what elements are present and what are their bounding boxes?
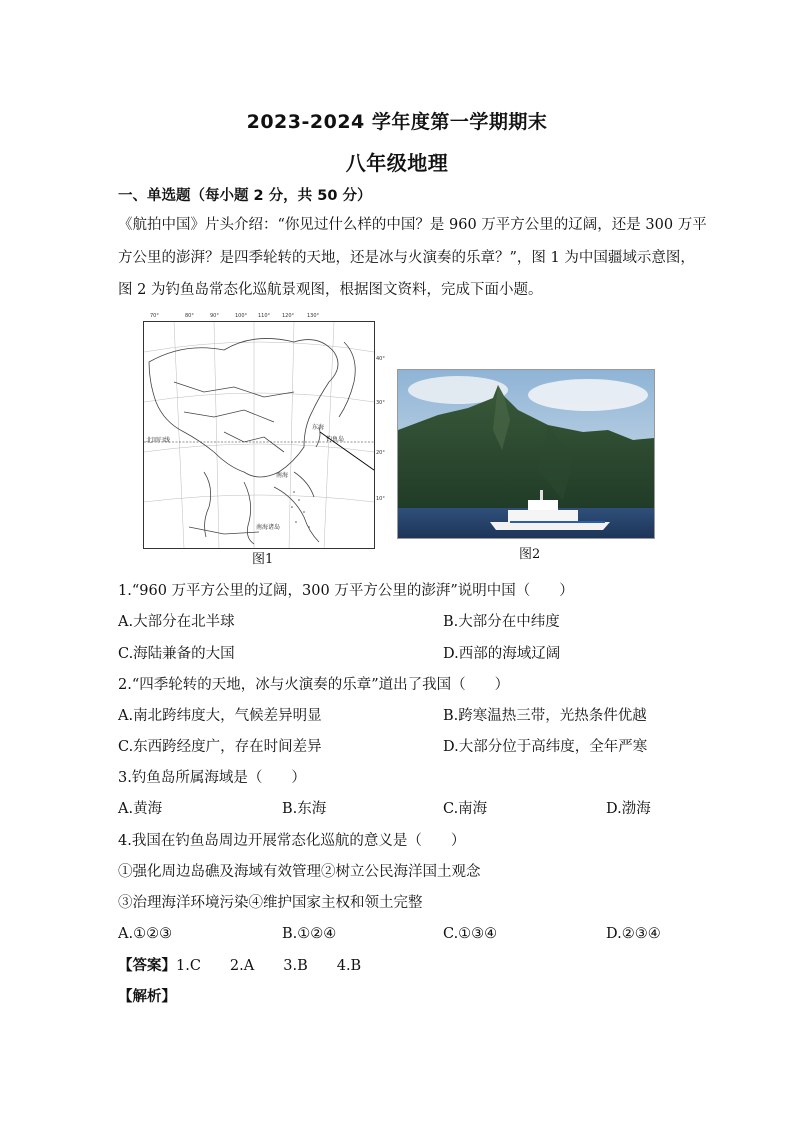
answer-label: 【答案】 (118, 958, 176, 974)
question-2-stem: 2.“四季轮转的天地，冰与火演奏的乐章”道出了我国（ ） (118, 677, 510, 693)
intro-line-3: 图 2 为钓鱼岛常态化巡航景观图，根据图文资料，完成下面小题。 (118, 282, 543, 298)
question-4-statements-1: ①强化周边岛礁及海域有效管理②树立公民海洋国土观念 (118, 864, 481, 880)
question-2-option-b[interactable]: B.跨寒温热三带，光热条件优越 (443, 708, 647, 724)
question-1-option-b[interactable]: B.大部分在中纬度 (443, 614, 560, 630)
map-label-nanhai-islands: 南海诸岛 (256, 524, 281, 531)
question-3-option-d[interactable]: D.渤海 (606, 801, 651, 817)
section-heading: 一、单选题（每小题 2 分，共 50 分） (118, 188, 372, 204)
question-4-statements-2: ③治理海洋环境污染④维护国家主权和领土完整 (118, 895, 423, 911)
intro-line-1: 《航拍中国》片头介绍：“你见过什么样的中国？是 960 万平方公里的辽阔，还是 300 万平 (118, 217, 707, 233)
question-3-stem: 3.钓鱼岛所属海域是（ ） (118, 770, 306, 786)
map-tick-lon: 90° (210, 313, 219, 319)
map-tick-lon: 110° (258, 313, 271, 319)
answer-value: 1.C 2.A 3.B 4.B (176, 958, 362, 974)
map-tick-lon: 70° (150, 313, 159, 319)
map-label-east-sea: 东海 (312, 424, 325, 431)
diaoyu-patrol-photo (397, 369, 655, 539)
map-tick-lat: 40° (376, 356, 385, 362)
map-label-south-sea: 南海 (276, 472, 289, 479)
exam-title: 2023-2024 学年度第一学期期末 (246, 111, 548, 133)
question-2-option-d[interactable]: D.大部分位于高纬度，全年严寒 (443, 739, 648, 755)
map-tick-lon: 80° (185, 313, 194, 319)
question-4-option-c[interactable]: C.①③④ (443, 926, 498, 942)
map-tick-lon: 100° (235, 313, 248, 319)
intro-line-2: 方公里的澎湃？是四季轮转的天地，还是冰与火演奏的乐章？”，图 1 为中国疆域示意图， (118, 250, 695, 266)
question-4-option-d[interactable]: D.②③④ (606, 926, 661, 942)
figure-1-caption: 图1 (252, 552, 274, 567)
question-1-option-d[interactable]: D.西部的海域辽阔 (443, 646, 561, 662)
question-3-option-b[interactable]: B.东海 (282, 801, 327, 817)
answer-row (118, 956, 361, 976)
question-2-option-c[interactable]: C.东西跨经度广，存在时间差异 (118, 739, 322, 755)
question-2-option-a[interactable]: A.南北跨纬度大，气候差异明显 (118, 708, 322, 724)
question-1-option-a[interactable]: A.大部分在北半球 (118, 614, 235, 630)
map-tick-lon: 130° (307, 313, 320, 319)
exam-subtitle: 八年级地理 (345, 151, 449, 175)
question-4-option-b[interactable]: B.①②④ (282, 926, 337, 942)
map-label-diaoyu: 钓鱼岛 (326, 436, 345, 443)
question-1-stem: 1.“960 万平方公里的辽阔，300 万平方公里的澎湃”说明中国（ ） (118, 583, 574, 599)
question-4-stem: 4.我国在钓鱼岛周边开展常态化巡航的意义是（ ） (118, 833, 466, 849)
map-tick-lon: 120° (282, 313, 295, 319)
map-label-tropic: 北回归线 (146, 437, 171, 444)
question-1-option-c[interactable]: C.海陆兼备的大国 (118, 646, 235, 662)
map-tick-lat: 10° (376, 496, 385, 502)
map-tick-lat: 20° (376, 450, 385, 456)
question-4-option-a[interactable]: A.①②③ (118, 926, 173, 942)
question-3-option-a[interactable]: A.黄海 (118, 801, 163, 817)
photo-drawing (398, 370, 654, 538)
question-3-option-c[interactable]: C.南海 (443, 801, 488, 817)
figure-2-caption: 图2 (519, 547, 541, 562)
map-tick-lat: 30° (376, 400, 385, 406)
analysis-label: 【解析】 (118, 989, 176, 1005)
china-territory-map (143, 321, 375, 549)
